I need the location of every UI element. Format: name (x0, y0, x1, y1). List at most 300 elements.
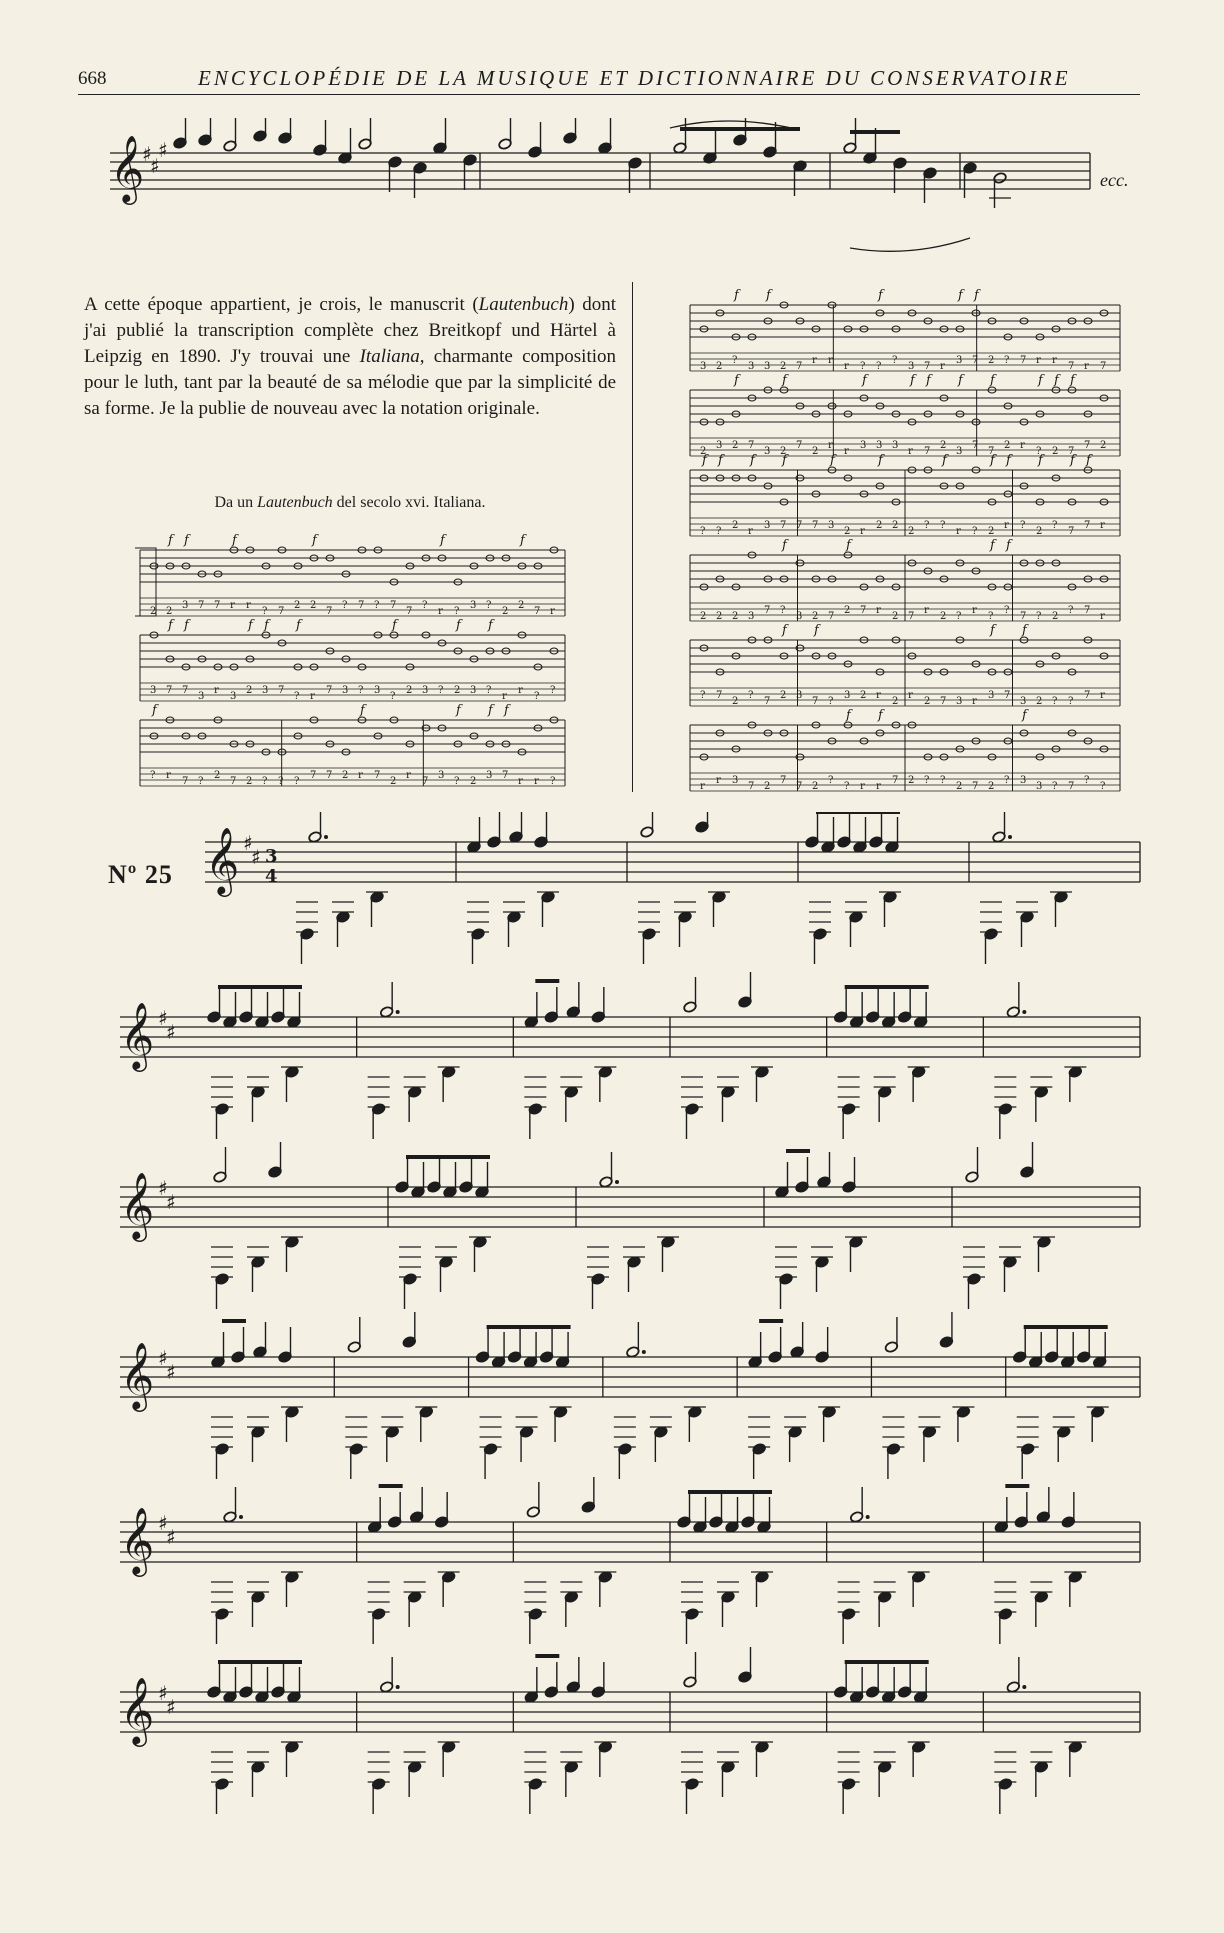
tab-numeral: ? (876, 361, 882, 372)
quarter-note (402, 1312, 416, 1348)
tab-numeral: 2 (780, 690, 787, 701)
tablature-caption: Da un Lautenbuch del secolo xvi. Italiana. (214, 494, 486, 511)
tab-numeral: 2 (940, 440, 947, 451)
tab-numeral: 2 (732, 520, 739, 531)
tab-numeral: r (940, 361, 945, 372)
quarter-note (564, 1086, 578, 1122)
quarter-note (886, 1443, 900, 1479)
quarter-note (618, 1443, 632, 1479)
running-title: ENCYCLOPÉDIE DE LA MUSIQUE ET DICTIONNAIRE DU CONSERVATOIRE (198, 66, 1071, 90)
quarter-note (566, 1657, 580, 1693)
quarter-note (388, 156, 402, 192)
tab-numeral: ? (1052, 520, 1058, 531)
tab-numeral: ? (278, 776, 284, 787)
tab-numeral: 2 (844, 526, 851, 537)
half-note (379, 1657, 399, 1693)
quarter-note (407, 1761, 421, 1797)
tab-numeral: ? (780, 605, 786, 616)
tab-numeral: 3 (844, 690, 851, 701)
tab-numeral: 2 (988, 781, 995, 792)
tab-numeral: 2 (780, 361, 787, 372)
quarter-note (534, 812, 548, 848)
quarter-note (528, 1778, 542, 1814)
quarter-note (627, 1256, 641, 1292)
quarter-note (768, 1327, 782, 1363)
quarter-note (1068, 1066, 1082, 1102)
tab-numeral: ? (828, 775, 834, 786)
tab-numeral: r (1100, 690, 1105, 701)
sharp-icon: ♯ (166, 1360, 176, 1384)
tab-numeral: 2 (1052, 446, 1059, 457)
quarter-note (865, 987, 879, 1023)
tab-numeral: ? (294, 776, 300, 787)
quarter-note (253, 118, 267, 142)
half-note (498, 118, 512, 150)
page-header (78, 58, 1140, 98)
treble-clef-icon: 𝄞 (120, 1171, 155, 1239)
quarter-note (642, 928, 656, 964)
quarter-note (407, 1591, 421, 1627)
tab-numeral: ? (1036, 611, 1042, 622)
tab-numeral: 2 (470, 776, 477, 787)
tab-numeral: ? (828, 696, 834, 707)
tab-numeral: 3 (470, 600, 477, 611)
quarter-note (443, 1162, 457, 1198)
beam (786, 1149, 810, 1153)
quarter-note (1021, 1443, 1035, 1479)
quarter-note (509, 812, 523, 843)
quarter-note (483, 1443, 497, 1479)
quarter-note (300, 928, 314, 964)
quarter-note (173, 118, 187, 149)
quarter-note (788, 1426, 802, 1462)
quarter-note (285, 1406, 299, 1442)
quarter-note (271, 1662, 285, 1698)
quarter-note (215, 1443, 229, 1479)
beam (379, 1484, 403, 1488)
tab-numeral: 7 (1068, 446, 1075, 457)
tab-numeral: ? (844, 781, 850, 792)
rhythm-flag: f (958, 288, 963, 303)
tab-numeral: 3 (182, 600, 189, 611)
tab-numeral: 3 (956, 446, 963, 457)
tab-numeral: ? (940, 775, 946, 786)
quarter-note (1013, 1327, 1027, 1363)
rhythm-flag: f (1086, 453, 1091, 468)
tab-numeral: r (310, 691, 315, 702)
quarter-note (709, 1492, 723, 1528)
tab-numeral: 2 (908, 526, 915, 537)
tab-numeral: 3 (700, 361, 707, 372)
quarter-note (815, 1256, 829, 1292)
tab-numeral: 7 (924, 446, 931, 457)
half-note (993, 172, 1007, 208)
tab-numeral: r (972, 696, 977, 707)
tab-numeral: 7 (764, 605, 771, 616)
quarter-note (833, 1662, 847, 1698)
tab-numeral: 7 (198, 600, 205, 611)
quarter-note (998, 1608, 1012, 1644)
beam (845, 985, 929, 989)
tab-numeral: 2 (700, 611, 707, 622)
tab-numeral: ? (892, 355, 898, 366)
lute-tablature-right (680, 285, 1130, 795)
time-signature-bottom: 4 (265, 866, 278, 887)
quarter-note (433, 118, 447, 154)
tab-numeral: r (1036, 355, 1041, 366)
quarter-note (544, 1662, 558, 1698)
quarter-note (841, 1608, 855, 1644)
tab-numeral: 7 (796, 361, 803, 372)
tab-numeral: r (1004, 520, 1009, 531)
quarter-note (1037, 1236, 1051, 1272)
quarter-note (553, 1406, 567, 1442)
tab-numeral: 3 (956, 355, 963, 366)
quarter-note (1034, 1761, 1048, 1797)
quarter-note (712, 891, 726, 927)
quarter-note (911, 1066, 925, 1102)
tab-numeral: r (828, 440, 833, 451)
beam (487, 1325, 571, 1329)
sharp-icon: ♯ (166, 1190, 176, 1214)
tab-numeral: 2 (892, 520, 899, 531)
music-staff (120, 1187, 1140, 1227)
sharp-icon: ♯ (150, 154, 160, 178)
beam (688, 1490, 772, 1494)
tab-numeral: 7 (860, 605, 867, 616)
quarter-note (441, 1571, 455, 1607)
tab-numeral: 7 (358, 600, 365, 611)
tab-numeral: 7 (422, 776, 429, 787)
quarter-note (198, 118, 212, 146)
body-paragraph: A cette époque appartient, je crois, le manuscrit (Lautenbuch) dont j'ai publié la transcription complète chez Breitkopf und Härtel à Leipzig en 1890. J'y trouvai une Italiana, charmante composition pour le luth, tant par la beauté de sa mélodie que par la simplicité de sa forme. Je la publie de nouveau avec la notation originale. (84, 294, 617, 419)
quarter-note (733, 118, 747, 146)
rhythm-flag: f (312, 533, 317, 548)
tab-numeral: r (246, 600, 251, 611)
quarter-note (913, 1667, 927, 1703)
quarter-note (849, 911, 863, 947)
rhythm-flag: f (990, 373, 995, 388)
quarter-note (893, 157, 907, 193)
half-note (213, 1147, 227, 1183)
tab-numeral: 7 (278, 685, 285, 696)
quarter-note (215, 1273, 229, 1309)
rhythm-flag: f (750, 453, 755, 468)
rhythm-flag: f (830, 453, 835, 468)
tab-numeral: ? (294, 691, 300, 702)
beam (845, 1660, 929, 1664)
sharp-icon: ♯ (166, 1020, 176, 1044)
quarter-note (793, 160, 807, 196)
beam (1005, 1484, 1029, 1488)
top-staff (110, 153, 1090, 189)
tab-numeral: 7 (534, 606, 541, 617)
beam (850, 130, 900, 134)
rhythm-flag: f (360, 703, 365, 718)
quarter-note (853, 817, 867, 853)
rhythm-flag: f (782, 373, 787, 388)
rhythm-flag: f (878, 708, 883, 723)
tab-numeral: 3 (150, 685, 157, 696)
half-note (308, 812, 328, 843)
tab-numeral: 3 (342, 685, 349, 696)
tab-numeral: 7 (1084, 605, 1091, 616)
tab-numeral: 2 (956, 781, 963, 792)
rhythm-flag: f (184, 618, 189, 633)
half-note (683, 1652, 697, 1688)
tab-numeral: 2 (700, 446, 707, 457)
quarter-note (911, 1571, 925, 1607)
tab-numeral: 7 (166, 685, 173, 696)
tab-numeral: 7 (988, 446, 995, 457)
quarter-note (409, 1487, 423, 1523)
quarter-note (994, 1497, 1008, 1533)
sharp-icon: ♯ (251, 845, 261, 869)
tab-numeral: 3 (438, 770, 445, 781)
tab-numeral: ? (1100, 781, 1106, 792)
quarter-note (253, 1322, 267, 1358)
sharp-icon: ♯ (142, 142, 152, 166)
tab-numeral: 7 (310, 770, 317, 781)
quarter-note (370, 891, 384, 927)
quarter-note (251, 1086, 265, 1122)
tab-numeral: ? (1036, 446, 1042, 457)
tablature-system (140, 703, 565, 787)
quarter-note (685, 1608, 699, 1644)
tab-numeral: r (812, 355, 817, 366)
tab-numeral: 2 (892, 696, 899, 707)
quarter-note (371, 1778, 385, 1814)
quarter-note (721, 1761, 735, 1797)
tab-numeral: 7 (828, 611, 835, 622)
tab-numeral: 3 (892, 440, 899, 451)
tab-numeral: 2 (780, 446, 787, 457)
tab-numeral: r (534, 776, 539, 787)
tab-numeral: ? (454, 776, 460, 787)
quarter-note (956, 1406, 970, 1442)
quarter-note (695, 812, 709, 833)
half-note (599, 1152, 619, 1188)
half-note (526, 1482, 540, 1518)
column-divider (632, 282, 633, 792)
tab-numeral: ? (342, 600, 348, 611)
quarter-note (922, 1426, 936, 1462)
tab-numeral: ? (486, 685, 492, 696)
tab-numeral: 7 (1004, 690, 1011, 701)
tab-numeral: 2 (310, 600, 317, 611)
rhythm-flag: f (846, 708, 851, 723)
tab-numeral: 2 (390, 776, 397, 787)
quarter-note (407, 1086, 421, 1122)
half-note (965, 1147, 979, 1183)
rhythm-flag: f (520, 533, 525, 548)
tab-numeral: 7 (374, 770, 381, 781)
quarter-note (591, 987, 605, 1023)
quarter-note (471, 928, 485, 964)
rhythm-flag: f (152, 703, 157, 718)
quarter-note (411, 1162, 425, 1198)
tablature-system (135, 533, 565, 617)
quarter-note (775, 1162, 789, 1198)
tab-numeral: r (860, 781, 865, 792)
tab-numeral: 3 (470, 685, 477, 696)
beam (759, 1319, 783, 1323)
rhythm-flag: f (184, 533, 189, 548)
tab-numeral: 7 (908, 611, 915, 622)
music-staff (120, 1692, 1140, 1732)
half-note (884, 1317, 898, 1353)
tab-numeral: r (518, 776, 523, 787)
time-signature-top: 3 (265, 846, 278, 867)
quarter-note (1034, 1591, 1048, 1627)
tab-numeral: r (748, 526, 753, 537)
rhythm-flag: f (814, 623, 819, 638)
header-rule (78, 94, 1140, 95)
example-number: Nº 25 (108, 860, 173, 889)
sharp-icon: ♯ (158, 1346, 168, 1370)
quarter-note (685, 1778, 699, 1814)
quarter-note (336, 911, 350, 947)
tab-numeral: 7 (812, 696, 819, 707)
tab-numeral: ? (972, 526, 978, 537)
tab-numeral: ? (988, 611, 994, 622)
rhythm-flag: f (488, 703, 493, 718)
tab-numeral: 7 (796, 440, 803, 451)
quarter-note (755, 1741, 769, 1777)
quarter-note (779, 1273, 793, 1309)
sharp-icon: ♯ (166, 1525, 176, 1549)
tab-numeral: 2 (1036, 696, 1043, 707)
quarter-note (313, 120, 327, 156)
tab-numeral: ? (550, 776, 556, 787)
tab-numeral: 7 (812, 520, 819, 531)
sharp-icon: ♯ (158, 1006, 168, 1030)
rhythm-flag: f (248, 618, 253, 633)
tab-numeral: 2 (908, 775, 915, 786)
quarter-note (1068, 1571, 1082, 1607)
quarter-note (215, 1778, 229, 1814)
rhythm-flag: f (862, 373, 867, 388)
quarter-note (523, 1332, 537, 1368)
quarter-note (519, 1426, 533, 1462)
quarter-note (1020, 1142, 1034, 1178)
rhythm-flag: f (392, 618, 397, 633)
quarter-note (805, 812, 819, 848)
quarter-note (555, 1332, 569, 1368)
tab-numeral: 2 (988, 526, 995, 537)
rhythm-flag: f (990, 623, 995, 638)
quarter-note (591, 1273, 605, 1309)
tab-numeral: r (828, 355, 833, 366)
quarter-note (475, 1327, 489, 1363)
tab-numeral: 7 (1068, 361, 1075, 372)
tab-numeral: r (1084, 361, 1089, 372)
tab-numeral: 3 (748, 611, 755, 622)
tab-numeral: 2 (812, 781, 819, 792)
tab-numeral: 7 (1020, 355, 1027, 366)
tab-numeral: 3 (908, 361, 915, 372)
half-note (673, 118, 687, 154)
tab-numeral: 3 (230, 691, 237, 702)
tab-numeral: 2 (924, 696, 931, 707)
tab-numeral: 7 (972, 440, 979, 451)
half-note (843, 118, 857, 154)
sharp-icon: ♯ (243, 831, 253, 855)
rhythm-flag: f (878, 288, 883, 303)
tab-numeral: r (876, 605, 881, 616)
tab-numeral: ? (374, 600, 380, 611)
rhythm-flag: f (1038, 453, 1043, 468)
tab-numeral: ? (358, 685, 364, 696)
rhythm-flag: f (1022, 623, 1027, 638)
quarter-note (738, 1647, 752, 1683)
tab-numeral: r (1100, 520, 1105, 531)
tab-numeral: ? (390, 691, 396, 702)
tab-numeral: 7 (182, 685, 189, 696)
tab-numeral: 2 (246, 776, 253, 787)
quarter-note (528, 1608, 542, 1644)
quarter-note (387, 1492, 401, 1528)
tablature-system (690, 373, 1120, 457)
quarter-note (278, 1327, 292, 1363)
quarter-note (841, 1778, 855, 1814)
tab-numeral: r (908, 690, 913, 701)
italiana-transcription (120, 812, 1150, 1832)
tab-numeral: 2 (812, 446, 819, 457)
quarter-note (1093, 1332, 1107, 1368)
rhythm-flag: f (1006, 538, 1011, 553)
rhythm-flag: f (974, 288, 979, 303)
quarter-note (703, 128, 717, 164)
rhythm-flag: f (734, 288, 739, 303)
tab-numeral: 2 (502, 606, 509, 617)
tab-numeral: 3 (748, 361, 755, 372)
rhythm-flag: f (232, 533, 237, 548)
rhythm-flag: f (1054, 373, 1059, 388)
tab-numeral: 7 (390, 600, 397, 611)
tab-numeral: 3 (988, 690, 995, 701)
rhythm-flag: f (456, 703, 461, 718)
tab-numeral: 2 (988, 355, 995, 366)
quarter-note (837, 812, 851, 848)
quarter-note (459, 1157, 473, 1193)
tab-numeral: ? (550, 685, 556, 696)
tab-numeral: ? (700, 690, 706, 701)
tab-numeral: 7 (764, 696, 771, 707)
tablature-system (690, 288, 1120, 372)
tab-numeral: ? (1004, 775, 1010, 786)
quarter-note (1061, 1332, 1075, 1368)
tab-numeral: 7 (1068, 526, 1075, 537)
quarter-note (752, 1443, 766, 1479)
quarter-note (371, 1103, 385, 1139)
quarter-note (883, 891, 897, 927)
sharp-icon: ♯ (158, 1176, 168, 1200)
rhythm-flag: f (942, 453, 947, 468)
quarter-note (628, 157, 642, 193)
sharp-icon: ♯ (166, 1695, 176, 1719)
tab-numeral: 2 (1100, 440, 1107, 451)
quarter-note (721, 1086, 735, 1122)
tab-numeral: ? (1004, 605, 1010, 616)
quarter-note (528, 1103, 542, 1139)
quarter-note (865, 1662, 879, 1698)
tab-numeral: 2 (732, 611, 739, 622)
half-note (992, 812, 1012, 843)
tab-numeral: 2 (406, 685, 413, 696)
quarter-note (598, 1571, 612, 1607)
tab-numeral: 7 (406, 606, 413, 617)
